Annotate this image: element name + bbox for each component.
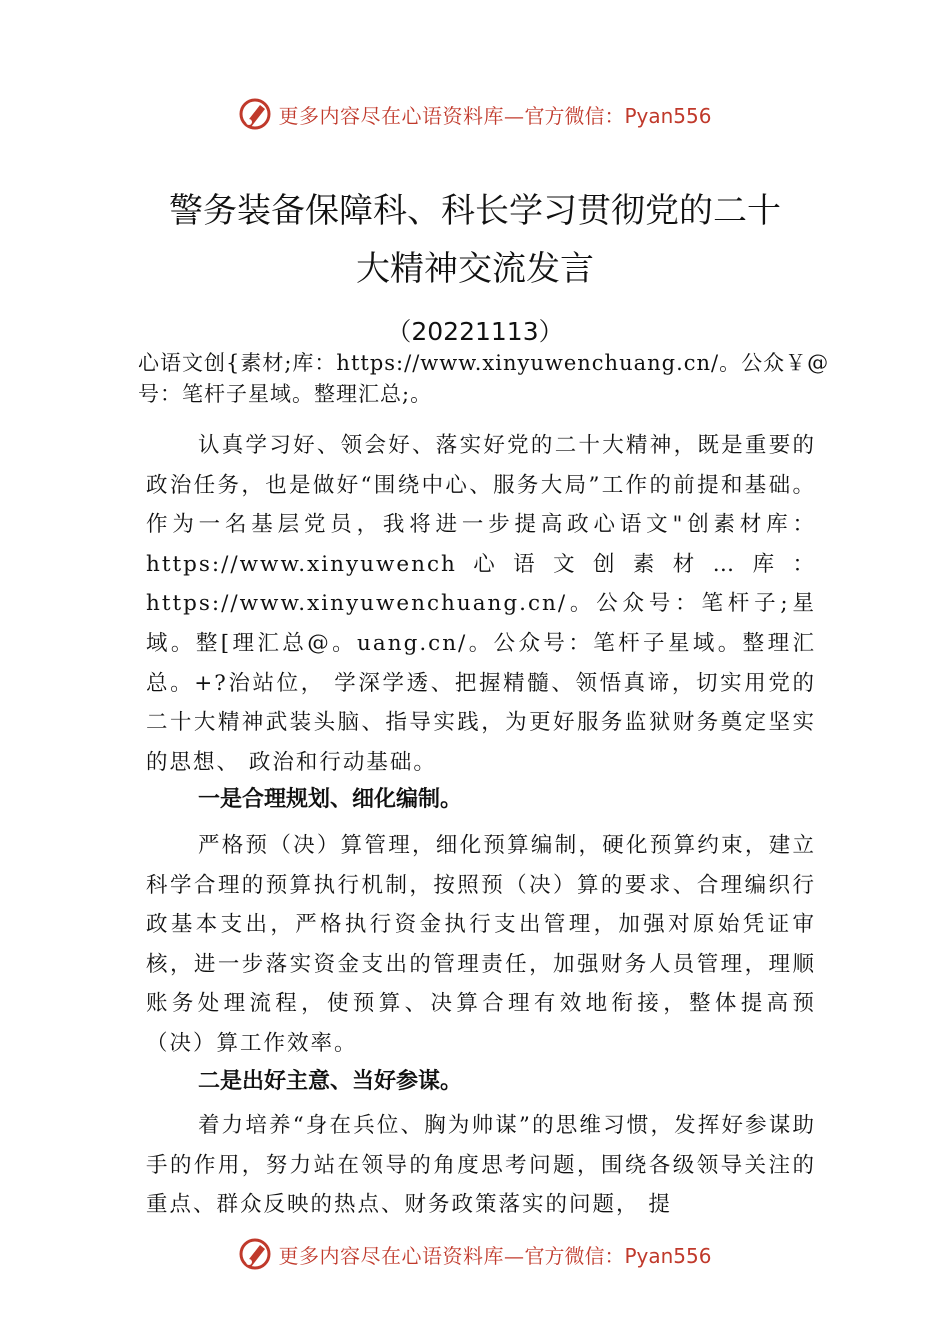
banner-text: 更多内容尽在心语资料库— — [278, 1243, 525, 1268]
banner-wechat: 官方微信：Pyan556 — [524, 103, 712, 128]
banner-text: 更多内容尽在心语资料库— — [278, 103, 525, 128]
paragraph-intro: 认真学习好、领会好、落实好党的二十大精神，既是重要的政治任务，也是做好“围绕中心、服务大局”工作的前提和基础。作为一名基层党员，我将进一步提高政心语文"创素材库：https://www.xinyuwench心语文创素材…库：https://www.xinyuwenchuang.cn/。公众号：笔杆子;星域。整[理汇总@。uang.cn/。公众号：笔杆子星域。整理汇总。+?治站位， 学深学透、把握精髓、领悟真谛，切实用党的二十大精神武装头脑、指导实践，为更好服务监狱财务奠定坚实的思想、 政治和行动基础。 — [146, 433, 816, 775]
section-heading-2: 二是出好主意、当好参谋。 — [198, 1069, 463, 1094]
title-line-1: 警务装备保障科、科长学习贯彻党的二十 — [169, 191, 781, 231]
header-banner — [0, 92, 950, 136]
document-date: （20221113） — [386, 317, 564, 346]
pen-logo-icon — [238, 1237, 272, 1271]
section-heading-1: 一是合理规划、细化编制。 — [198, 787, 463, 812]
pen-logo-icon — [238, 97, 272, 131]
source-note: 心语文创{素材;库：https://www.xinyuwenchuang.cn/。公众￥@号：笔杆子星域。整理汇总;。 — [138, 351, 830, 406]
title-line-2: 大精神交流发言 — [356, 249, 594, 289]
banner-wechat: 官方微信：Pyan556 — [524, 1243, 712, 1268]
paragraph-section-1: 严格预（决）算管理，细化预算编制，硬化预算约束，建立科学合理的预算执行机制，按照预（决）算的要求、合理编织行政基本支出，严格执行资金执行支出管理，加强对原始凭证审核，进一步落实资金支出的管理责任，加强财务人员管理，理顺账务处理流程，使预算、决算合理有效地衔接，整体提高预（决）算工作效率。 — [146, 833, 816, 1056]
footer-banner — [0, 1232, 950, 1276]
paragraph-section-2: 着力培养“身在兵位、胸为帅谋”的思维习惯，发挥好参谋助手的作用，努力站在领导的角度思考问题，围绕各级领导关注的重点、群众反映的热点、财务政策落实的问题， 提 — [146, 1113, 816, 1218]
document-title — [60, 182, 890, 298]
